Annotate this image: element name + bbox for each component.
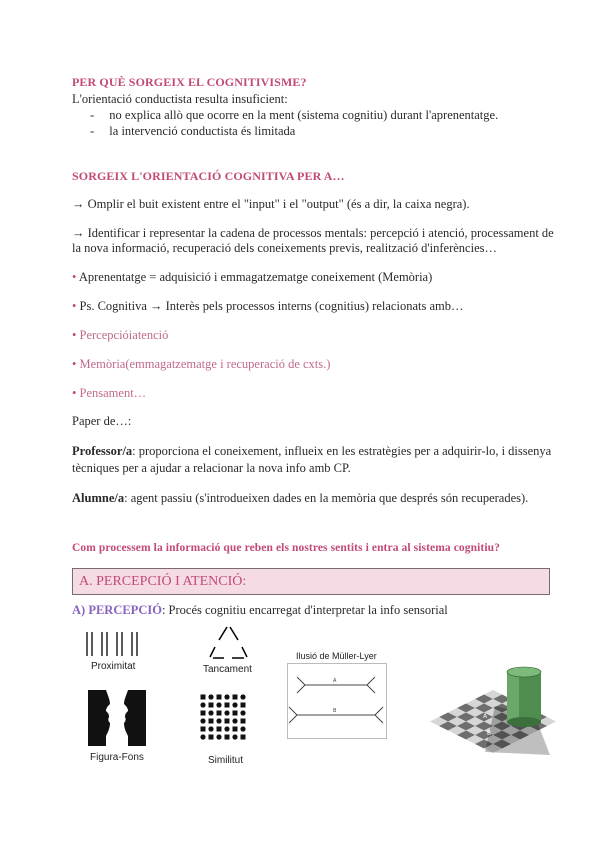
similarity-shape	[225, 703, 230, 708]
bullet-item	[72, 270, 432, 285]
bullet-icon: •	[72, 328, 77, 342]
similarity-shape	[240, 726, 245, 731]
similarity-shape	[208, 694, 213, 699]
similarity-shape	[240, 710, 245, 715]
similarity-shape	[216, 734, 221, 739]
check-b-label: B	[487, 730, 492, 737]
similarity-shape	[216, 702, 221, 707]
similarity-shape	[232, 702, 237, 707]
cog-p2-line2: la nova informació, recuperació dels coneixements previs, realització d'inferències…	[72, 241, 497, 255]
similarity-shape	[201, 711, 206, 716]
similarity-shape	[200, 702, 205, 707]
similarity-shape	[233, 727, 238, 732]
roles-title: Paper de…:	[72, 414, 132, 428]
bullet-icon: •	[72, 299, 77, 313]
bullet-text: Ps. Cognitiva → Interès pels processos interns (cognitius) relacionats amb…	[79, 299, 464, 313]
similarity-shape	[225, 719, 230, 724]
bullet-text: Memòria(emmagatzematge i recuperació de cxts.)	[79, 357, 331, 371]
proximity-caption: Proximitat	[91, 661, 136, 672]
perception-line	[72, 603, 448, 618]
closure-caption: Tancament	[203, 664, 252, 675]
bullet-item	[72, 299, 463, 314]
muller-caption: Ilusió de Müller-Lyer	[296, 651, 377, 661]
similarity-shape	[224, 726, 229, 731]
similarity-caption: Similitut	[208, 755, 244, 766]
list-item-text: la intervenció conductista és limitada	[109, 124, 296, 138]
figure-ground-caption: Figura-Fons	[90, 752, 144, 763]
similarity-shape	[200, 734, 205, 739]
intro-heading: PER QUÈ SORGEIX EL COGNITIVISME?	[72, 75, 307, 89]
similarity-shape	[225, 735, 230, 740]
section-a-box	[72, 568, 550, 595]
perception-label: A) PERCEPCIÓ	[72, 603, 162, 617]
cog-heading: SORGEIX L'ORIENTACIÓ COGNITIVA PER A…	[72, 169, 345, 183]
similarity-shape	[241, 735, 246, 740]
bullet-text: Aprenentatge = adquisició i emmagatzematge coneixement (Memòria)	[78, 270, 433, 284]
similarity-shape	[201, 727, 206, 732]
bullet-text: Percepcióiatenció	[79, 328, 169, 342]
cog-p2-line1: → Identificar i representar la cadena de processos mentals: percepció i atenció, processament de	[72, 226, 554, 240]
similarity-shape	[209, 719, 214, 724]
cog-p1: → Omplir el buit existent entre el "input" i el "output" (és a dir, la caixa negra).	[72, 197, 470, 211]
similarity-shape	[216, 718, 221, 723]
arrow-b-label: B	[333, 708, 337, 714]
professor-label: Professor/a	[72, 444, 133, 458]
perception-text: : Procés cognitiu encarregat d'interpretar la info sensorial	[161, 603, 448, 617]
similarity-shape	[217, 711, 222, 716]
similarity-shape	[209, 703, 214, 708]
bullet-icon: •	[72, 357, 77, 371]
similarity-shape	[224, 694, 229, 699]
similarity-shape	[209, 735, 214, 740]
bullet-icon: •	[72, 270, 77, 284]
proximity-figure	[82, 630, 142, 658]
alumne-line	[72, 491, 528, 506]
similarity-shape	[233, 711, 238, 716]
section-a-title: A. PERCEPCIÓ I ATENCIÓ:	[79, 574, 247, 589]
professor-line2: tècniques per a ajudar a relacionar la nova info amb CP.	[72, 461, 351, 475]
similarity-shape	[233, 695, 238, 700]
bullet-item	[72, 328, 168, 343]
similarity-shape	[224, 710, 229, 715]
checker-shadow-figure	[415, 660, 575, 772]
list-item	[90, 108, 498, 123]
bullet-icon: •	[72, 386, 77, 400]
alumne-text: : agent passiu (s'introdueixen dades en la memòria que després són recuperades).	[124, 491, 529, 505]
similarity-shape	[200, 718, 205, 723]
alumne-label: Alumne/a	[72, 491, 125, 505]
similarity-shape	[217, 727, 222, 732]
bullet-item	[72, 386, 146, 401]
similarity-shape	[208, 710, 213, 715]
similarity-shape	[208, 726, 213, 731]
similarity-figure	[198, 692, 248, 744]
similarity-shape	[232, 734, 237, 739]
muller-lyer-figure	[287, 663, 387, 739]
intro-line: L'orientació conductista resulta insuficient:	[72, 92, 288, 106]
professor-line1	[72, 444, 551, 459]
similarity-shape	[241, 719, 246, 724]
dash-marker: -	[90, 124, 95, 138]
list-item	[90, 124, 295, 139]
arrow-a-label: A	[333, 678, 337, 684]
check-a-label: A	[483, 713, 488, 720]
similarity-shape	[240, 694, 245, 699]
similarity-shape	[232, 718, 237, 723]
bullet-text: Pensament…	[79, 386, 147, 400]
bullet-item	[72, 357, 330, 372]
professor-text: : proporciona el coneixement, influeix en les estratègies per a adquirir-lo, i dissenya	[132, 444, 552, 458]
similarity-shape	[217, 695, 222, 700]
similarity-shape	[241, 703, 246, 708]
question-heading: Com processem la informació que reben els nostres sentits i entra al sistema cognitiu?	[72, 542, 500, 554]
list-item-text: no explica allò que ocorre en la ment (sistema cognitiu) durant l'aprenentatge.	[109, 108, 499, 122]
dash-marker: -	[90, 108, 95, 122]
closure-figure	[205, 624, 251, 662]
figure-ground-figure	[88, 690, 146, 746]
similarity-shape	[201, 695, 206, 700]
